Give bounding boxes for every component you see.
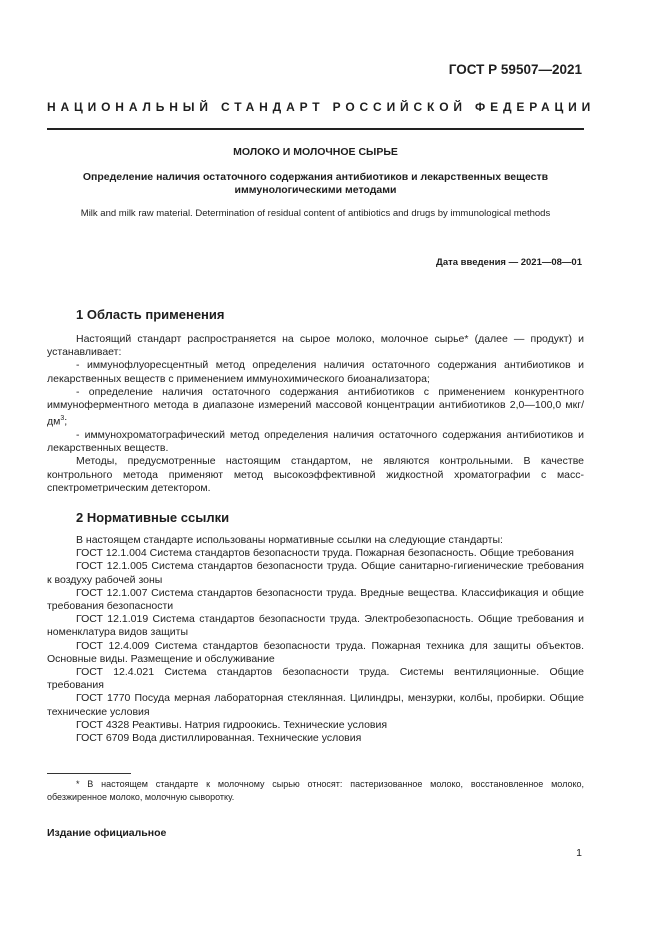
footnote-rule [47,773,131,774]
document-subtitle [47,171,584,197]
footnote [47,778,584,803]
page-number: 1 [576,847,582,859]
reference-item: ГОСТ 4328 Реактивы. Натрия гидроокись. Технические условия [76,718,388,731]
reference-item: ГОСТ 12.1.019 Система стандартов безопасности труда. Электробезопасность. Общие требования и номенклатура видов защиты [47,613,584,639]
reference-item: ГОСТ 12.4.009 Система стандартов безопасности труда. Пожарная техника для защиты объектов. Основные виды. Размещение и обслуживание [47,639,584,665]
reference-item: ГОСТ 12.4.021 Система стандартов безопасности труда. Системы вентиляционные. Общие требования [47,666,584,692]
footnote-text: * В настоящем стандарте к молочному сырью относят: пастеризованное молоко, восстановленное молоко, обезжиренное молоко, молочную сыворотку. [47,779,584,802]
header-rule [47,128,584,130]
document-title: МОЛОКО И МОЛОЧНОЕ СЫРЬЕ [233,146,398,158]
paragraph: Настоящий стандарт распространяется на сырое молоко, молочное сырье* (далее — продукт) и устанавливает: [47,333,584,359]
punctuation: ; [64,415,68,428]
paragraph: Методы, предусмотренные настоящим стандартом, не являются контрольными. В качестве контрольного метода применяют метод высокоэффективной жидкостной хроматографии с масс-спектрометрическим детектором. [47,455,584,494]
edition-label: Издание официальное [47,827,167,839]
paragraph [47,386,584,429]
section-2-body [47,534,584,745]
subtitle-line: Определение наличия остаточного содержания антибиотиков и лекарственных веществ [82,171,549,183]
introduction-date: Дата введения — 2021—08—01 [436,257,582,268]
superscript: 3 [60,415,65,423]
section-heading: 2 Нормативные ссылки [76,510,230,525]
paragraph: - иммунофлуоресцентный метод определения наличия остаточного содержания антибиотиков и лекарственных веществ с применением иммунохимического биоанализатора; [47,359,584,385]
english-title: Milk and milk raw material. Determination of residual content of antibiotics and drugs by immunological methods [80,208,551,219]
reference-item: ГОСТ 1770 Посуда мерная лабораторная стеклянная. Цилиндры, мензурки, колбы, пробирки. Общие технические условия [47,692,584,718]
section-heading: 1 Область применения [76,307,225,322]
paragraph: В настоящем стандарте использованы нормативные ссылки на следующие стандарты: [76,534,503,546]
reference-item: ГОСТ 12.1.007 Система стандартов безопасности труда. Вредные вещества. Классификация и общие требования безопасности [47,586,584,613]
reference-item: ГОСТ 12.1.004 Система стандартов безопасности труда. Пожарная безопасность. Общие требования [76,547,574,560]
section-1-body [47,333,584,495]
national-standard-heading: НАЦИОНАЛЬНЫЙ СТАНДАРТ РОССИЙСКОЙ ФЕДЕРАЦИИ [47,100,596,114]
reference-item: ГОСТ 6709 Вода дистиллированная. Технические условия [76,732,362,745]
paragraph: - иммунохроматографический метод определения наличия остаточного содержания антибиотиков и лекарственных веществ. [47,428,584,455]
subtitle-line: иммунологическими методами [234,184,397,196]
paragraph-text: - определение наличия остаточного содержания антибиотиков с применением конкурентного иммуноферментного метода в диапазоне измерений массовой концентрации антибиотиков 2,0—100,0 мкг/дм [47,385,584,428]
gost-code: ГОСТ Р 59507—2021 [448,62,582,77]
reference-item: ГОСТ 12.1.005 Система стандартов безопасности труда. Общие санитарно-гигиенические требования к воздуху рабочей зоны [47,560,584,586]
